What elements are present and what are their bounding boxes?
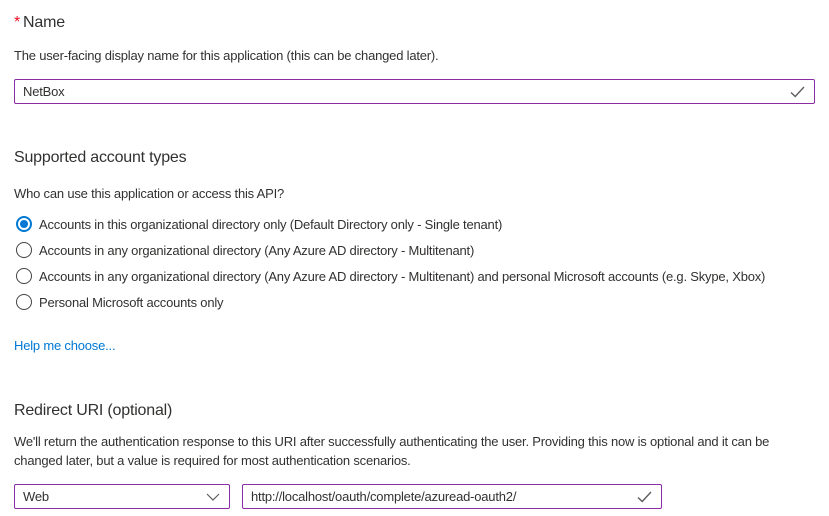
platform-select[interactable] (14, 484, 230, 509)
name-section-title (14, 12, 815, 33)
name-input[interactable] (15, 80, 814, 103)
radio-label: Accounts in any organizational directory (Any Azure AD directory - Multitenant) (39, 242, 475, 258)
radio-selected-icon[interactable] (16, 216, 32, 232)
help-me-choose-link[interactable]: Help me choose... (14, 338, 116, 353)
required-asterisk: * (14, 14, 21, 31)
radio-unselected-icon[interactable] (16, 242, 32, 258)
radio-unselected-icon[interactable] (16, 268, 32, 284)
name-title-text: Name (23, 14, 65, 31)
redirect-uri-title: Redirect URI (optional) (14, 402, 173, 419)
name-field-container (14, 79, 815, 104)
account-types-radio-group (14, 211, 815, 315)
redirect-uri-description: We'll return the authentication response to this URI after successfully authenticating the user. Providing this now is optional and it can be changed later, but a value is required for most authentication scenarios. (14, 434, 770, 468)
radio-label: Personal Microsoft accounts only (39, 294, 224, 310)
platform-select-value: Web (23, 489, 49, 504)
radio-multitenant-personal[interactable] (14, 263, 815, 289)
radio-label: Accounts in this organizational directory only (Default Directory only - Single tenant) (39, 216, 503, 232)
radio-multitenant[interactable] (14, 237, 815, 263)
redirect-uri-input[interactable] (243, 485, 661, 508)
account-types-title: Supported account types (14, 149, 187, 166)
name-description: The user-facing display name for this application (this can be changed later). (14, 48, 439, 63)
radio-unselected-icon[interactable] (16, 294, 32, 310)
radio-personal-only[interactable] (14, 289, 815, 315)
radio-label: Accounts in any organizational directory (Any Azure AD directory - Multitenant) and personal Microsoft accounts (e.g. Skype, Xbox) (39, 268, 766, 284)
redirect-uri-controls (14, 484, 815, 509)
radio-single-tenant[interactable] (14, 211, 815, 237)
chevron-down-icon (206, 493, 220, 501)
uri-field-container (242, 484, 662, 509)
account-types-question: Who can use this application or access this API? (14, 186, 285, 201)
